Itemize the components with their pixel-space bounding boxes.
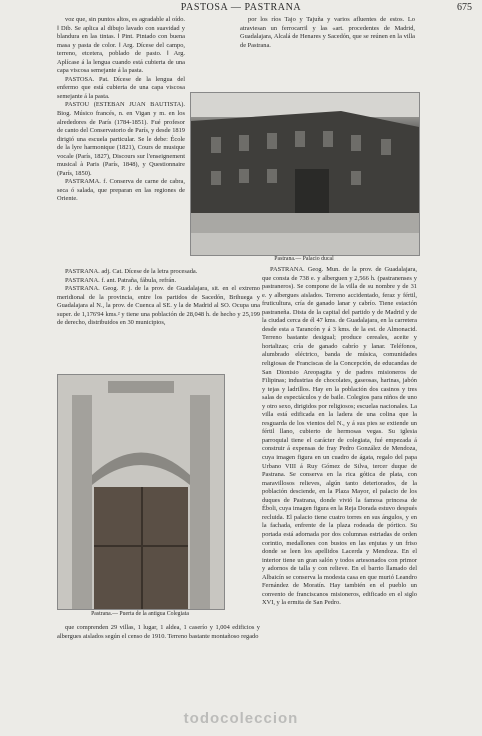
watermark: todocoleccion: [183, 710, 299, 727]
photo-puerta-colegiata: [57, 374, 225, 610]
paragraph: PASTRANA. Geog. Mun. de la prov. de Guadalajara, que consta de 738 e. y alberguen y 2,566 h. (pastranenses y pastraneros). Se compone de la villa de su nombre y de 31 e. y albergues aislados. Terreno accidentado, feraz y fértil, fruticultura, cría de ganado lanar y cabrío. Tiene estación pastraneña. Dista de la capital del partido y de Madrid y de la ciudad cerca de él 47 kms. de Guadalajara, en la carretera desde esta a Tarancón y á 3 kms. de la est. de Almonacid. Terreno bastante desigual; produce cereales, aceite y hortalizas; cría de ganado cabrío y lanar. Teléfonos, alumbrado eléctrico, banda de música, comunidades religiosas de Franciscas de la Concepción, de educandas de San Dionisio Areopagita y de padres misioneros de Filipinas; industrias de chocolates, gaseosas, harinas, jabón y tejas y ladrillos. Hay en la población dos casinos y tres salas de espectáculos y de baile. Colegios para niños de uno y otro sexo, dirigidos por religiosos; escuelas nacionales. La villa está edificada en la ladera de una colina que la resguarda de los vientos del N., y á sus pies se extiende un fértil llano, cubierto de hermosas vegas. Su iglesia parroquial tiene el carácter de colegiata, fué empezada á construir á expensas de fray Pedro González de Mendoza, cuya imagen figura en un cuadro de ágata, regalo del papa Urbano VIII á Ruy Gómez de Silva, tercer duque de Pastrana. Se conserva en la rica gótica de plata, con maravillosos relieves, algún tanto deteriorados, de la población desciende, en la Plaza Mayor, el palacio de los duques de Pastrana, donde vivió la famosa princesa de Éboli, cuya imagen figura en la Reja Dorada estuvo después recluida. El palacio tiene cuatro torres en sus ángulos, y en la fachada, enfrente de la plaza rodeada de pórtico. Su portada está adornada por dos columnas estriadas de orden corintio, medallones con bustos en las enjutas y un friso donde se leen los apellidos Lacerda y Mendoza. En el interior tiene un gran salón y todos artesonados con primor y adornos de talla y con relieve. En el barrio llamado del Albaicín se conserva la modesta casa en que murió Leandro Fernández de Moratín. Hay también en el pueblo un convento de franciscanos misioneros, edificado en el siglo XVI, y la ermita de San Pedro.: [262, 266, 417, 607]
photo-palacio-ducal: [190, 92, 420, 256]
page-number: 675: [457, 2, 472, 13]
paragraph: PASTRAMA. f. Conserva de carne de cabra, seca ó salada, que preparan en las regiones de Oriente.: [57, 178, 185, 203]
column-top-left: [57, 16, 185, 308]
palace-illustration: [191, 93, 419, 255]
caption-photo-2: Pastrana.— Puerta de la antigua Colegiata: [91, 611, 189, 617]
paragraph: que comprenden 29 villas, 1 lugar, 1 aldea, 1 caserío y 1,004 edificios y albergues aislados según el censo de 1910. Terreno bastante montañoso regado: [57, 624, 260, 640]
paragraph: PASTOU (ESTEBAN JUAN BAUTISTA). Biog. Músico francés, n. en Vigan y m. en los alrededores de París (1784-1851). Fué profesor de canto del Conservatorio de París, y desde 1819 dirigió una escuela particular. Se le debe: École de la lyre harmonique (1821), Cours de musique vocale (París, 1827), Discours sur l'enseignement musical à Paris (París, 1848), y Questionnaire (París, 1850).: [57, 101, 185, 177]
column-bottom-left: [57, 624, 260, 706]
column-right-body: [262, 266, 417, 706]
doorway-illustration: [58, 375, 224, 609]
paragraph: PASTRANA. adj. Cat. Dícese de la letra procesada.: [65, 268, 198, 275]
paragraph: voz que, sin puntos altos, es agradable al oído. ‖ Dib. Se aplica al dibujo lavado con suavidad y blandura en las tintas. ‖ Pint. Pintado con buena masa y pasta de color. ‖ Arg. Dícese del campo, terreno, etcetera, poblado de pasto. ‖ Arg. Aplícase á la lengua cuando está cubierta de una capa viscosa semejante á la pasta.: [57, 16, 185, 75]
paragraph: por los ríos Tajo y Tajuña y varios afluentes de estos. Lo atraviesan un ferrocarril y las «art. procedentes de Madrid, Guadalajara, Alcalá de Henares y Sacedón, que se reúnen en la villa de Pastrana.: [240, 16, 415, 49]
paragraph: PASTOSA. Pat. Dícese de la lengua del enfermo que está cubierta de una capa viscosa semejante á la pasta.: [57, 75, 185, 100]
column-middle-left: [57, 268, 260, 370]
caption-photo-1: Pastrana.— Palacio ducal: [274, 256, 334, 262]
column-top-right: [240, 16, 415, 88]
paragraph: PASTRANA. Geog. P. j. de la prov. de Guadalajara, sit. en el extremo meridional de la provincia, entre los partidos de Sacedón, Brihuega y Guadalajara al N., la prov. de Cuenca al SE. y la de Madrid al SO. Ocupa una super. de 1,176'94 kms.² y tiene una población de 28,048 h. de hecho y 25,199 de derecho, distribuidos en 30 municipios,: [57, 285, 260, 327]
paragraph: PASTRANA. f. ant. Patraña, fábula, refrán.: [65, 276, 177, 284]
running-header: PASTOSA — PASTRANA: [180, 2, 302, 13]
